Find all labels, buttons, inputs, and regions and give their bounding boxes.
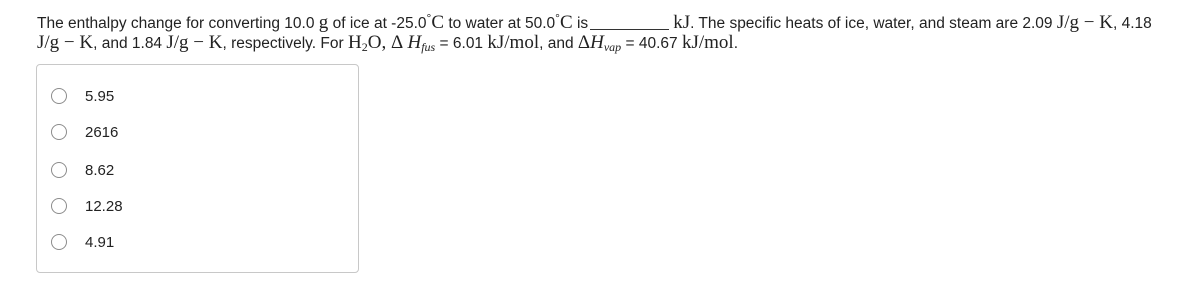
answer-blank xyxy=(590,15,669,30)
math-unit-g: g xyxy=(318,12,329,33)
question-text xyxy=(37,9,1187,57)
answer-option[interactable] xyxy=(51,231,114,253)
question-text-segment: , 4.18 xyxy=(1112,15,1152,32)
question-line-2 xyxy=(37,33,1187,57)
answer-option-label: 5.95 xyxy=(85,87,115,105)
radio-button[interactable] xyxy=(51,88,67,104)
formula-o: O xyxy=(367,32,382,53)
radio-button[interactable] xyxy=(51,162,67,178)
math-unit-kj-mol: kJ/mol xyxy=(681,32,734,53)
answer-option-label: 12.28 xyxy=(85,197,123,215)
degree-symbol: ° xyxy=(426,11,432,25)
math-subscript-vap: vap xyxy=(603,40,622,54)
question-text-segment: , respectively. For xyxy=(222,35,344,52)
answer-option-label: 8.62 xyxy=(85,161,115,179)
degree-symbol: ° xyxy=(555,11,560,25)
math-delta-text: , Δ xyxy=(381,32,404,53)
question-text-segment: to water at 50.0 xyxy=(448,15,556,32)
radio-button[interactable] xyxy=(51,234,67,250)
radio-button[interactable] xyxy=(51,198,67,214)
answer-option-label: 2616 xyxy=(85,123,119,141)
question-text-segment: , and 1.84 xyxy=(93,35,163,52)
math-unit-kj: kJ xyxy=(673,12,691,33)
math-h-variable: H xyxy=(590,32,604,53)
question-text-segment: is xyxy=(576,15,589,32)
math-unit-specific-heat: J/g − K xyxy=(37,32,94,53)
answer-option[interactable] xyxy=(51,121,118,143)
math-delta: Δ xyxy=(577,32,591,53)
math-subscript-fus: fus xyxy=(421,40,436,54)
question-text-segment: The enthalpy change for converting 10.0 xyxy=(37,15,315,32)
formula-h: H xyxy=(347,32,362,53)
math-formula-h2o xyxy=(348,32,381,53)
question-text-segment: , and xyxy=(539,35,574,52)
question-text-segment: = 40.67 xyxy=(625,35,678,52)
math-unit-specific-heat: J/g − K xyxy=(1056,12,1113,33)
question-text-segment: . The specific heats of ice, water, and steam are 2.09 xyxy=(690,15,1053,32)
question-text-segment: = 6.01 xyxy=(439,35,484,52)
math-h-variable: H xyxy=(407,32,422,53)
answer-option-label: 4.91 xyxy=(85,233,115,251)
radio-button[interactable] xyxy=(51,124,67,140)
answer-option[interactable] xyxy=(51,195,123,217)
math-unit-c: C xyxy=(559,12,573,33)
answer-option[interactable] xyxy=(51,159,114,181)
question-line-1 xyxy=(37,9,1187,33)
math-unit-specific-heat: J/g − K xyxy=(166,32,223,53)
question-text-segment: . xyxy=(733,35,739,52)
answer-option[interactable] xyxy=(51,85,114,107)
question-text-segment: of ice at -25.0 xyxy=(332,15,427,32)
math-unit-kj-mol: kJ/mol xyxy=(487,32,540,53)
math-unit-c: C xyxy=(431,12,445,33)
answer-options-box xyxy=(36,64,359,273)
formula-subscript: 2 xyxy=(361,40,368,54)
